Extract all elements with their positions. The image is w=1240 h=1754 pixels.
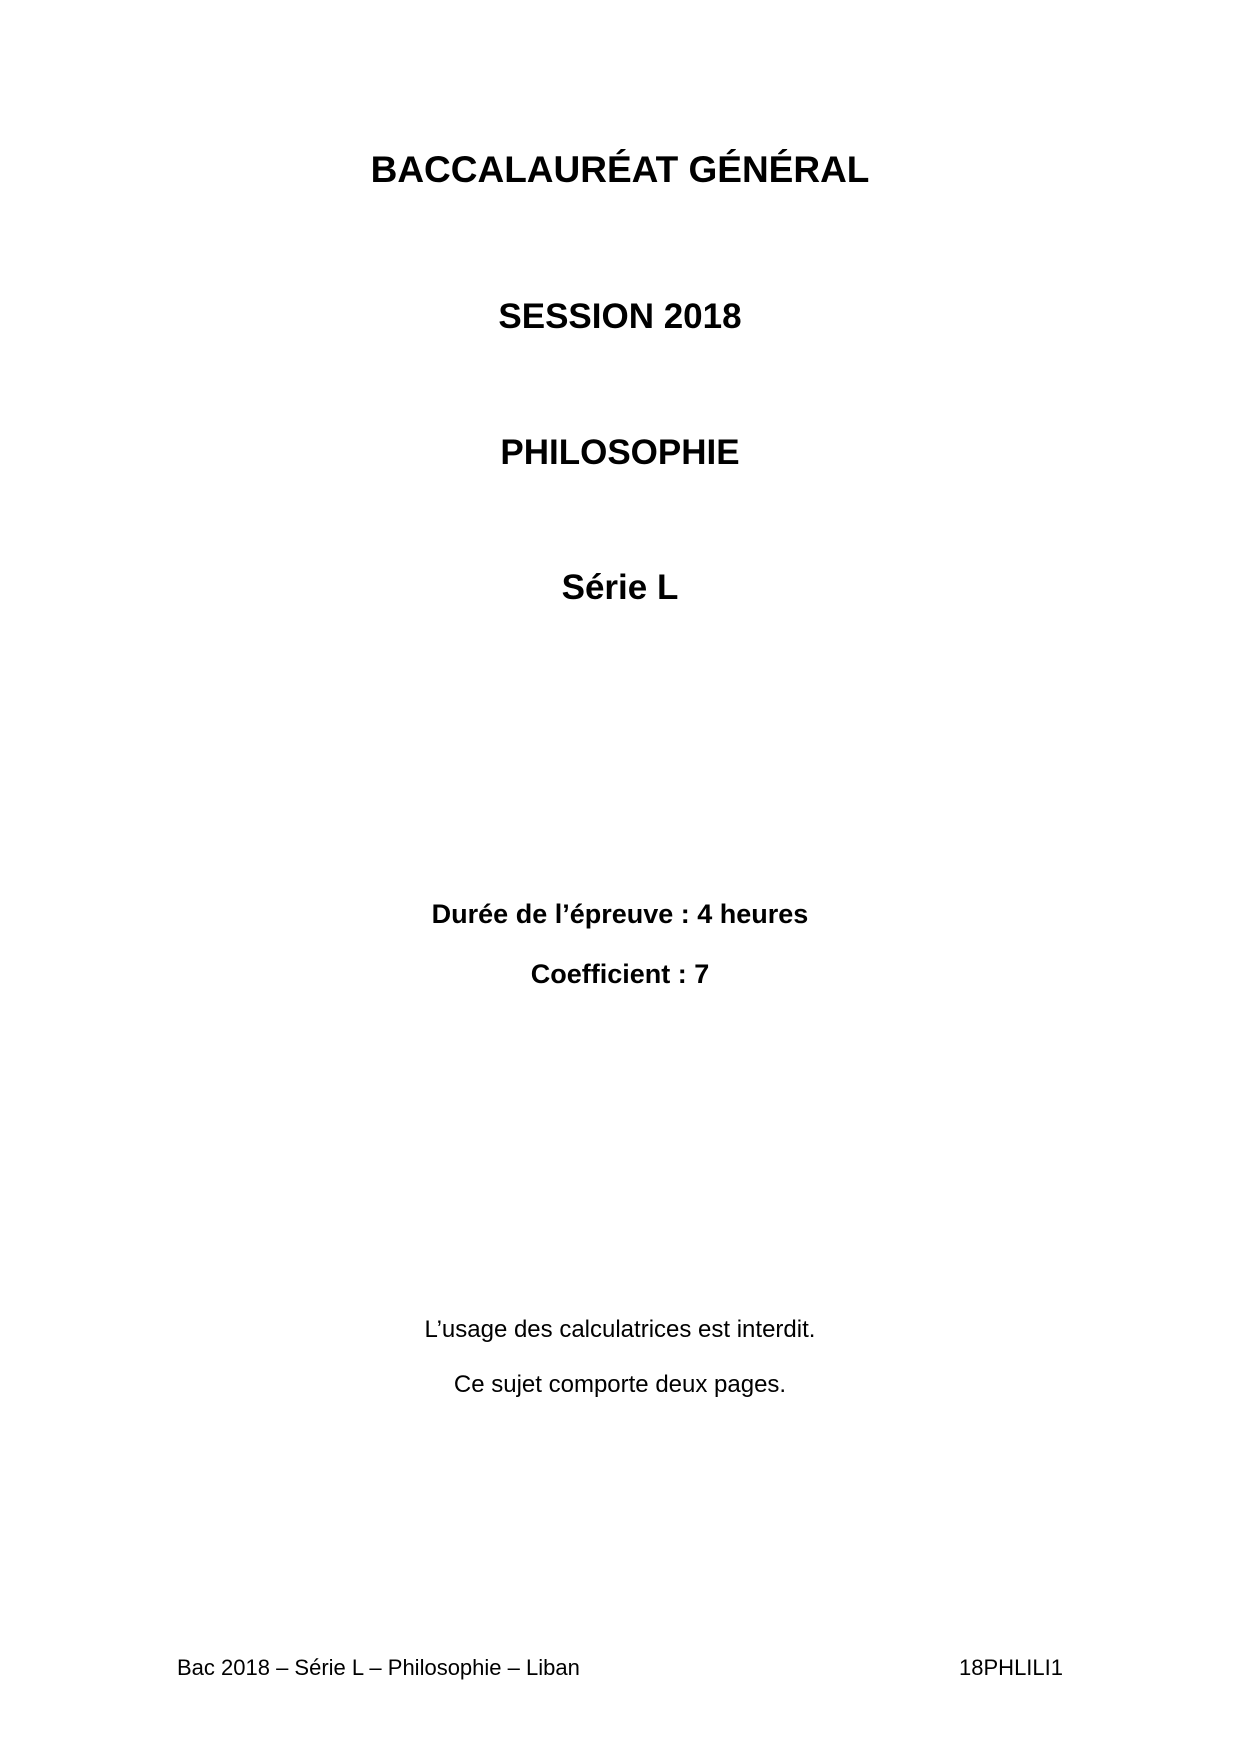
duration-text: Durée de l’épreuve : 4 heures	[431, 899, 809, 929]
session-title: SESSION 2018	[498, 297, 742, 336]
page-count-notice: Ce sujet comporte deux pages.	[453, 1371, 787, 1398]
coefficient-text: Coefficient : 7	[530, 959, 710, 989]
footer-subject-code: 18PHLILI1	[959, 1655, 1063, 1680]
series-title: Série L	[561, 568, 679, 607]
calculator-notice: L’usage des calculatrices est interdit.	[424, 1316, 816, 1343]
subject-title: PHILOSOPHIE	[500, 433, 740, 472]
footer-exam-label: Bac 2018 – Série L – Philosophie – Liban	[177, 1655, 580, 1680]
exam-title: BACCALAURÉAT GÉNÉRAL	[370, 149, 870, 190]
